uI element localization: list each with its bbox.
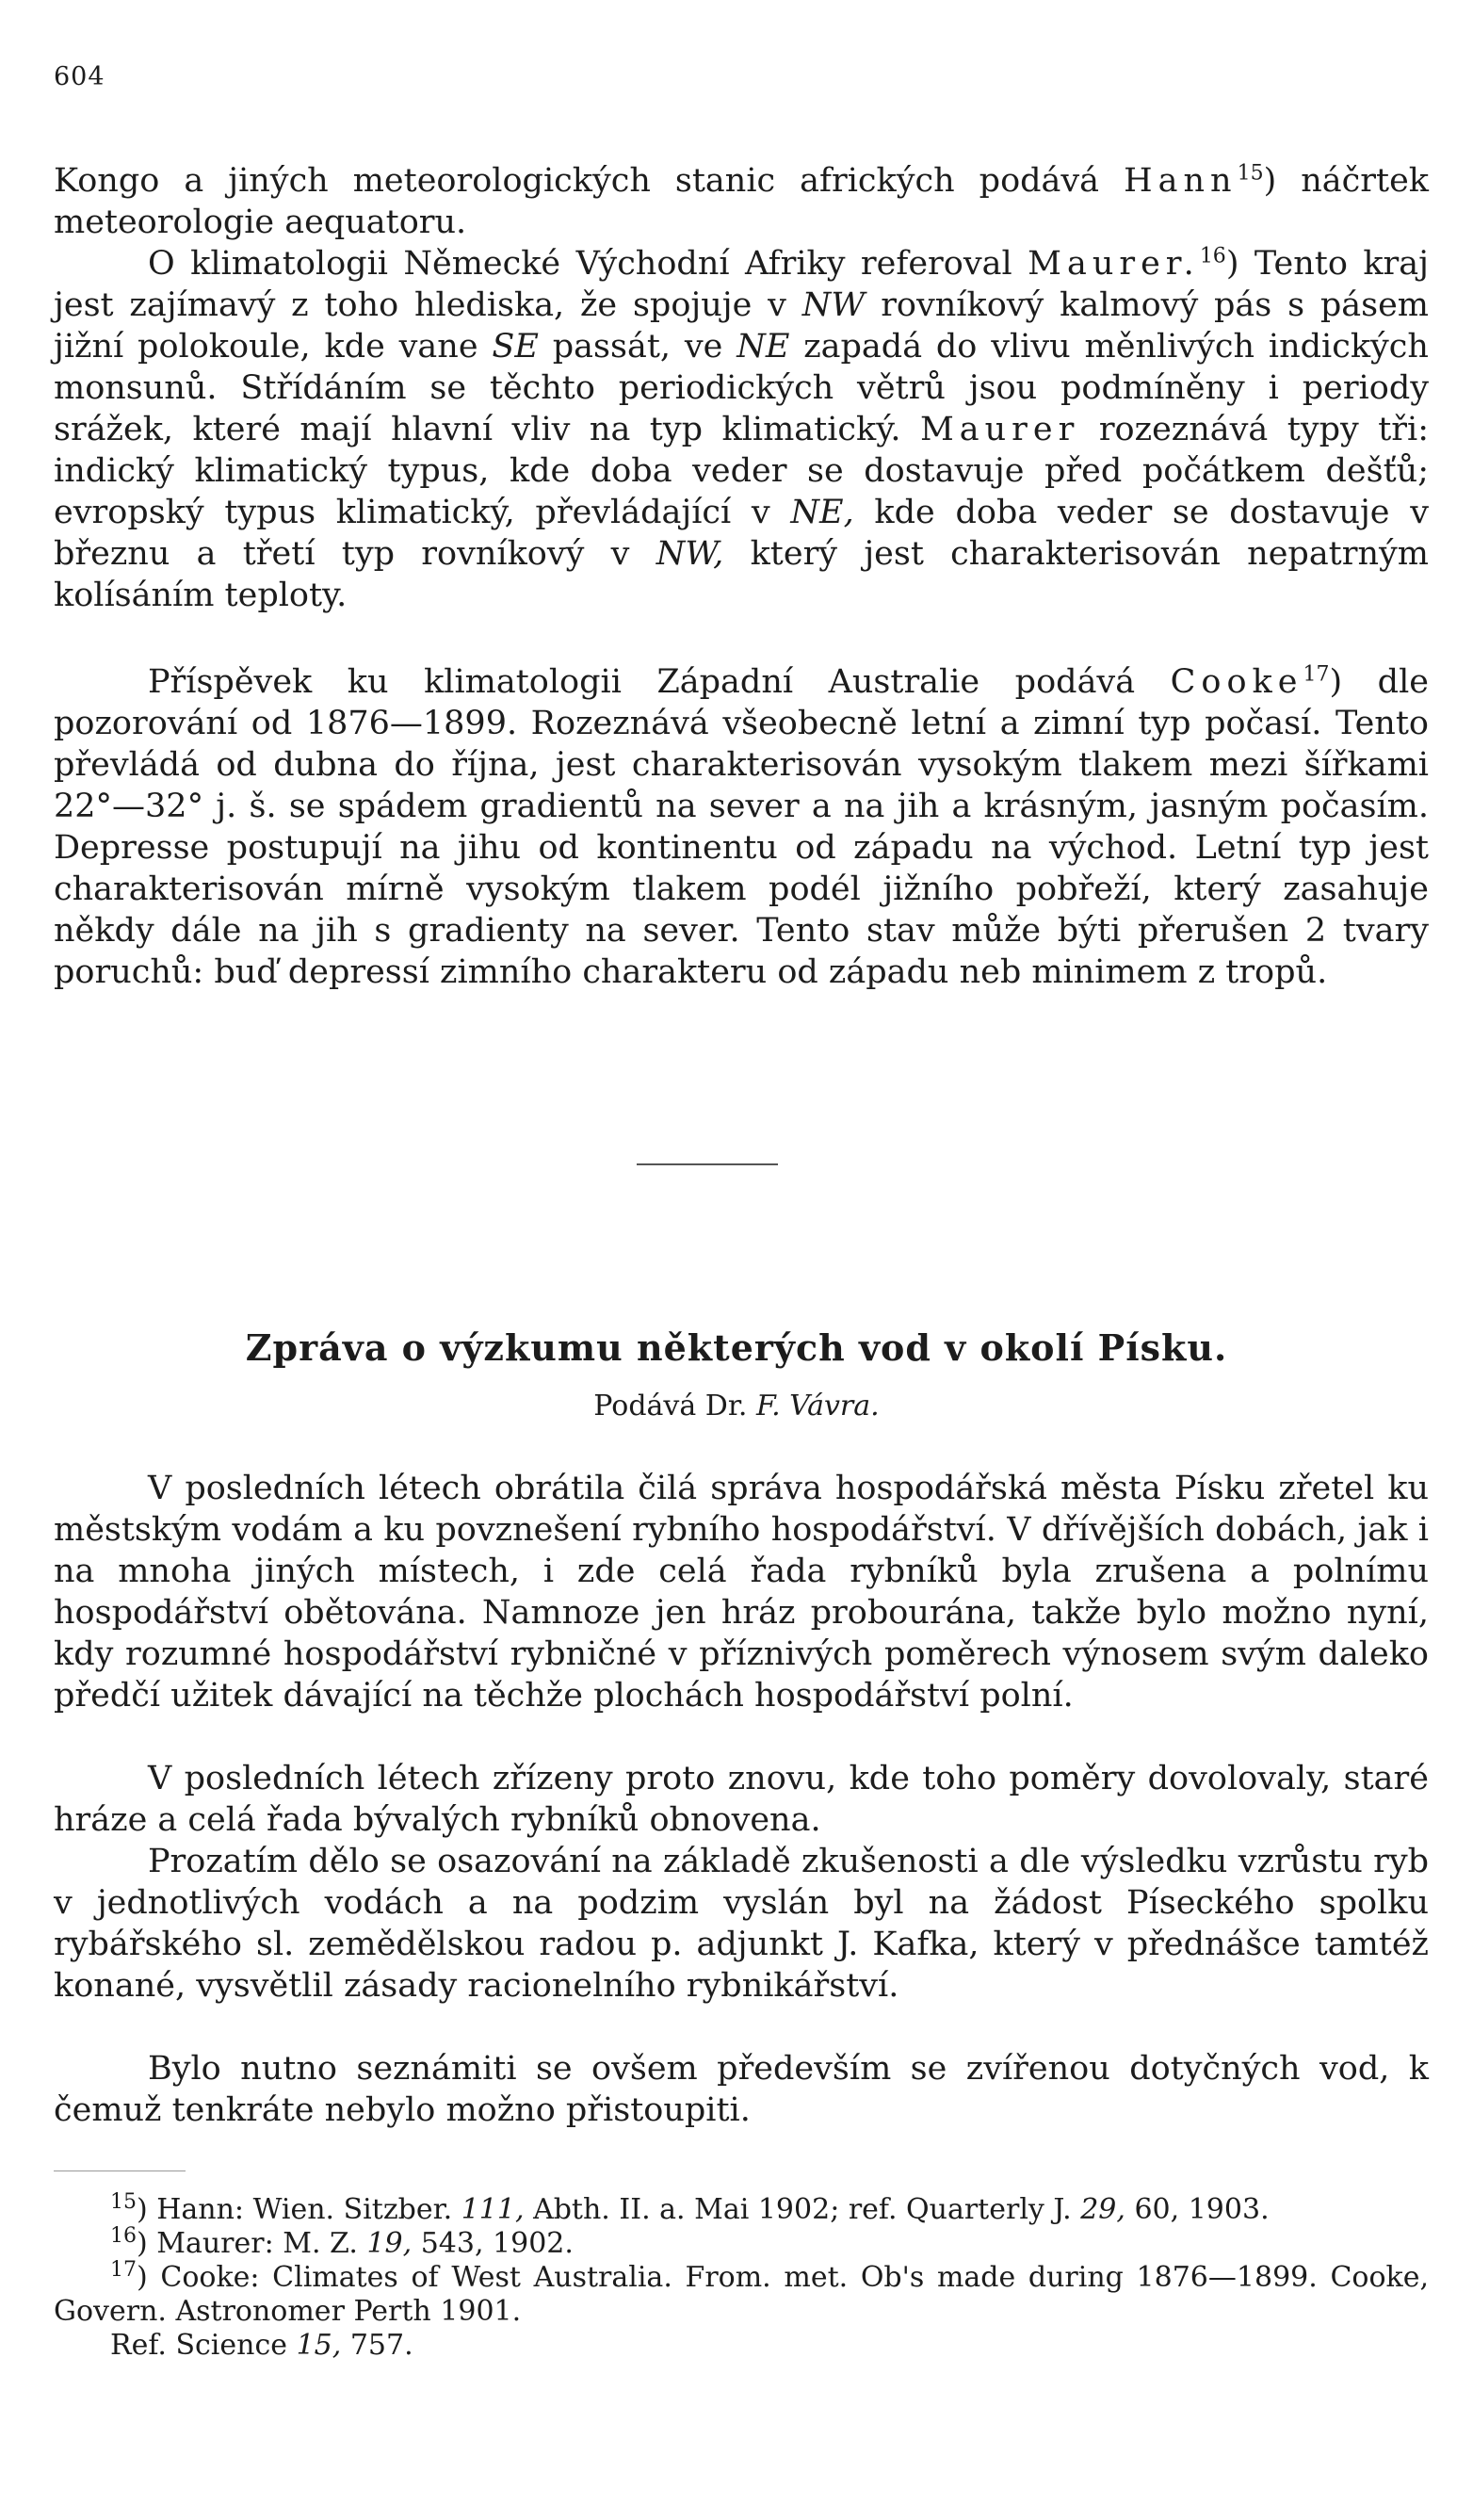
direction-abbr: SE: [492, 328, 539, 366]
text: ) Maurer: M. Z.: [137, 2227, 358, 2260]
footnote-divider: [54, 2170, 186, 2171]
article-byline: [0, 1390, 1473, 1423]
text: Kongo a jiných meteorologických stanic afrických podává: [54, 162, 1100, 200]
direction-abbr: NE,: [790, 494, 854, 531]
author-name: Maurer.: [1028, 245, 1200, 283]
text: zapadá do vlivu měnlivých indických monsunů. Střídáním se těchto periodických větrů jsou podmíněny i periody srážek, které mají hlavní vliv na typ klimatický.: [54, 328, 1429, 448]
paragraph-cooke: [54, 661, 1429, 993]
author-name: Cooke: [1170, 663, 1303, 701]
paragraph-kongo: [54, 160, 1429, 243]
text: 60, 1903.: [1134, 2193, 1270, 2226]
text: ) dle pozorování od 1876—1899. Rozeznává všeobecně letní a zimní typ počasí. Tento převládá od dubna do října, jest charakterisován vysokým tlakem mezi šířkami 22°—32° j. š. se spádem gradientů na sever a na jih a krásným, jasným počasím. Depresse postupují na jihu od kontinentu od západu na východ. Letní typ jest charakterisován mírně vysokým tlakem podél jižního pobřeží, který zasahuje někdy dále na jih s gradienty na sever. Tento stav může býti přerušen 2 tvary poruchů: buď depressí zimního charakteru od západu neb minimem z tropů.: [54, 663, 1429, 991]
footnote-ref: 17: [1303, 662, 1330, 687]
volume: 19,: [366, 2227, 413, 2260]
text: passát, ve: [552, 328, 723, 366]
footnote-number: 17: [110, 2258, 137, 2282]
text: Abth. II. a. Mai 1902; ref. Quarterly J.: [533, 2193, 1072, 2226]
footnote-number: 16: [110, 2224, 137, 2248]
footnote-ref: 16: [1199, 244, 1226, 268]
article-paragraph: Prozatím dělo se osazování na základě zkušenosti a dle výsledku vzrůstu ryb v jednotlivých vodách a na podzim vyslán byl na žádost Píseckého spolku rybářského sl. zemědělskou radou p. adjunkt J. Kafka, který v přednášce tamtéž konané, vysvětlil zásady racionelního rybnikářství.: [54, 1843, 1429, 2005]
byline-author: F. Vávra.: [755, 1390, 880, 1423]
text: O klimatologii Německé Východní Afriky referoval: [148, 245, 1012, 283]
text: ) Cooke: Climates of West Australia. From. met. Ob's made during 1876—1899. Cooke, Govern. Astronomer Perth 1901.: [54, 2261, 1429, 2328]
direction-abbr: NW: [801, 286, 866, 324]
text: ) Tento kraj jest zajímavý z toho hlediska, že spojuje v: [54, 245, 1429, 324]
footnote-number: 15: [110, 2190, 137, 2214]
section-divider: [637, 1163, 778, 1165]
text: rovníkový kalmový pás s pásem jižní polokoule, kde vane: [54, 286, 1429, 366]
footnote-ref: 15: [1237, 161, 1264, 186]
article-paragraph: Bylo nutno seznámiti se ovšem především se zvířenou dotyčných vod, k čemuž tenkráte nebylo možno přistoupiti.: [54, 2050, 1429, 2129]
text: 757.: [349, 2329, 413, 2362]
volume: 15,: [296, 2329, 342, 2362]
volume: 111,: [461, 2193, 525, 2226]
footnote-ref-science: [54, 2329, 1429, 2363]
text: Příspěvek ku klimatologii Západní Australie podává: [148, 663, 1136, 701]
text: kde doba veder se dostavuje v březnu a třetí typ rovníkový v: [54, 494, 1429, 573]
byline-prefix: Podává Dr.: [593, 1390, 748, 1423]
author-name: Maurer: [919, 411, 1080, 448]
text: ) Hann: Wien. Sitzber.: [137, 2193, 453, 2226]
volume: 29,: [1080, 2193, 1125, 2226]
footnote-16: [54, 2224, 1429, 2261]
text: 543, 1902.: [420, 2227, 574, 2260]
text: rozeznává typy tři: indický klimatický typus, kde doba veder se dostavuje před počátkem dešťů; evropský typus klimatický, převládající v: [54, 411, 1429, 531]
author-name: Hann: [1124, 162, 1238, 200]
direction-abbr: NE: [736, 328, 790, 366]
text: Ref. Science: [110, 2329, 288, 2362]
paragraph-maurer: [54, 243, 1429, 616]
footnote-15: [54, 2190, 1429, 2227]
text: který jest charakterisován nepatrným kolísáním teploty.: [54, 535, 1429, 614]
article-title: Zpráva o výzkumu některých vod v okolí Písku.: [245, 1326, 1228, 1369]
page-number: 604: [54, 62, 105, 91]
direction-abbr: NW,: [656, 535, 724, 573]
footnote-17: [54, 2258, 1429, 2329]
article-paragraph: V posledních létech obrátila čilá správa hospodářská města Písku zřetel ku městským vodám a ku povznešení rybního hospodářství. V dřívějších dobách, jak i na mnoha jiných místech, i zde celá řada rybníků byla zrušena a polnímu hospodářství obětována. Namnoze jen hráz probourána, takže bylo možno nyní, kdy rozumné hospodářství rybničné v příznivých poměrech výnosem svým daleko předčí užitek dávající na těchže plochách hospodářství polní.: [54, 1470, 1429, 1715]
article-paragraph: V posledních létech zřízeny proto znovu, kde toho poměry dovolovaly, staré hráze a celá řada bývalých rybníků obnovena.: [54, 1760, 1429, 1839]
footnotes: [54, 2190, 1429, 2363]
text: ) náčrtek meteorologie aequatoru.: [54, 162, 1429, 241]
